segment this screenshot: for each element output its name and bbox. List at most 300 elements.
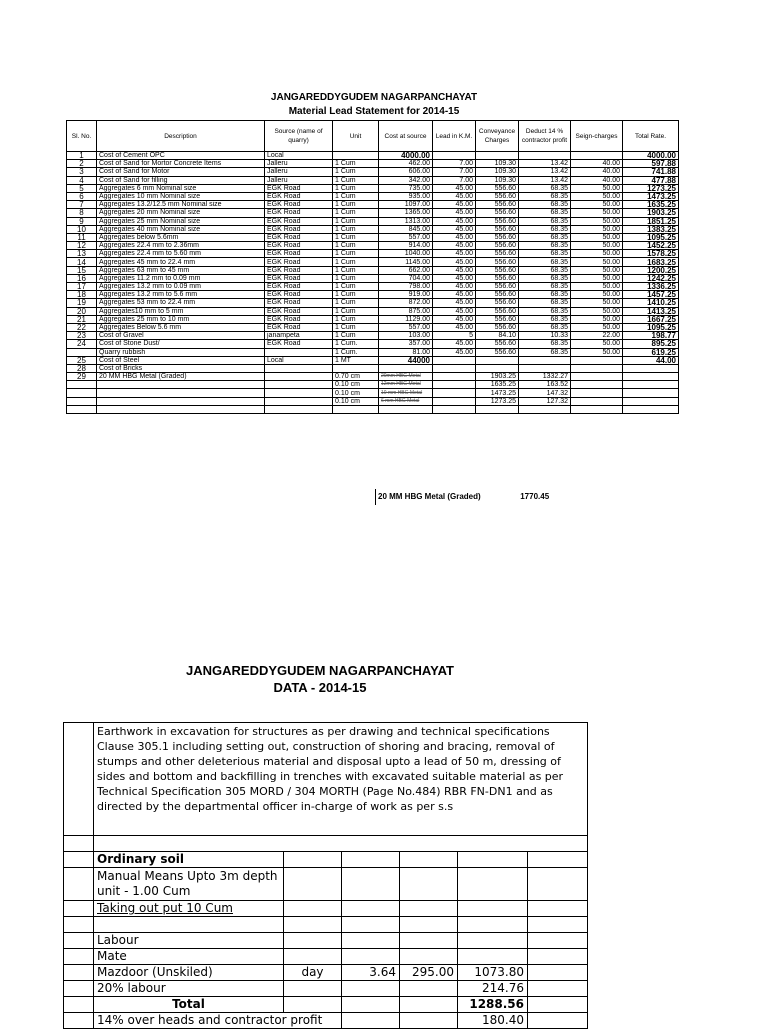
table-cell	[333, 405, 379, 413]
table-cell	[333, 364, 379, 372]
table-cell: 68.35	[519, 201, 571, 209]
column-header: Source (name of quarry)	[265, 121, 333, 152]
table-cell: 1 Cum	[333, 323, 379, 331]
table-cell: 50.00	[571, 250, 623, 258]
table-cell: 556.60	[476, 201, 519, 209]
table-cell: EGK Road	[265, 201, 333, 209]
table-cell: 45.00	[433, 348, 476, 356]
sheet2-subtitle: DATA - 2014-15	[273, 680, 367, 695]
table-cell: 477.88	[623, 176, 679, 184]
graded-summary-label: 20 MM HBG Metal (Graded)	[378, 492, 481, 501]
table-row	[64, 852, 588, 868]
table-row	[67, 323, 679, 331]
table-cell	[571, 152, 623, 160]
table-cell	[519, 356, 571, 364]
table-cell: Aggregates 25 mm Nominal size	[97, 217, 265, 225]
table-cell: 1242.25	[623, 274, 679, 282]
table-cell	[476, 364, 519, 372]
table-cell	[265, 381, 333, 389]
table-cell: EGK Road	[265, 315, 333, 323]
divider	[375, 489, 376, 505]
table-cell	[571, 356, 623, 364]
table-cell: EGK Road	[265, 291, 333, 299]
table-cell: 13.42	[519, 168, 571, 176]
table-row	[67, 340, 679, 348]
table-cell	[67, 348, 97, 356]
table-cell: 0.10 cm	[333, 381, 379, 389]
table-cell: 4000.00	[379, 152, 433, 160]
table-cell	[476, 356, 519, 364]
table-cell: Jalleru	[265, 176, 333, 184]
table-cell: 20mm HBG Metal	[379, 373, 433, 381]
table-cell: 50.00	[571, 340, 623, 348]
table-cell: 556.60	[476, 283, 519, 291]
table-cell: 45.00	[433, 184, 476, 192]
table-cell	[519, 364, 571, 372]
table-cell: 1 Cum	[333, 307, 379, 315]
table-cell: Aggregates 20 mm Nominal size	[97, 209, 265, 217]
table-cell	[519, 405, 571, 413]
table-cell: 1 Cum	[333, 242, 379, 250]
table-row	[67, 291, 679, 299]
table-cell: 1 Cum	[333, 201, 379, 209]
table-cell: Jalleru	[265, 168, 333, 176]
table-cell: 68.35	[519, 233, 571, 241]
table-cell: 872.00	[379, 299, 433, 307]
table-cell: 0.10 cm	[333, 397, 379, 405]
table-cell: 68.35	[519, 315, 571, 323]
table-cell: Aggregates 53 mm to 22.4 mm	[97, 299, 265, 307]
table-cell	[519, 152, 571, 160]
table-cell: 68.35	[519, 209, 571, 217]
table-cell: 23	[67, 332, 97, 340]
table-cell: 44000	[379, 356, 433, 364]
table-cell: 1457.25	[623, 291, 679, 299]
table-cell: Jalleru	[265, 160, 333, 168]
table-cell: Aggregates 22.4 mm to 2.36mm	[97, 242, 265, 250]
table-cell: 556.60	[476, 225, 519, 233]
table-cell: 45.00	[433, 274, 476, 282]
labour-pct-label: 20% labour	[94, 981, 284, 997]
table-cell: 556.60	[476, 266, 519, 274]
table-cell: 50.00	[571, 315, 623, 323]
column-header: Lead in K.M.	[433, 121, 476, 152]
table-cell: 556.60	[476, 192, 519, 200]
table-cell: 1 Cum	[333, 225, 379, 233]
table-cell: 556.60	[476, 340, 519, 348]
table-cell	[67, 397, 97, 405]
table-cell: 4000.00	[623, 152, 679, 160]
table-cell	[97, 389, 265, 397]
table-cell	[571, 397, 623, 405]
table-cell	[571, 381, 623, 389]
table-cell	[433, 405, 476, 413]
table-cell: 45.00	[433, 315, 476, 323]
table-cell: 109.30	[476, 168, 519, 176]
manual-means-label: Manual Means Upto 3m depth unit - 1.00 Cum	[94, 868, 284, 901]
table-cell: 556.60	[476, 307, 519, 315]
table-cell	[97, 381, 265, 389]
table-row	[67, 348, 679, 356]
table-cell	[571, 364, 623, 372]
table-cell: 45.00	[433, 299, 476, 307]
table-cell: 1 Cum.	[333, 340, 379, 348]
table-row	[67, 250, 679, 258]
table-cell	[476, 152, 519, 160]
table-cell: 2	[67, 160, 97, 168]
table-cell: 741.88	[623, 168, 679, 176]
table-cell: 919.00	[379, 291, 433, 299]
table-cell: 16	[67, 274, 97, 282]
table-cell: 1452.25	[623, 242, 679, 250]
table-cell: 22.00	[571, 332, 623, 340]
table-cell: Local	[265, 356, 333, 364]
table-cell: 40.00	[571, 176, 623, 184]
table-row	[67, 242, 679, 250]
table-cell: 50.00	[571, 217, 623, 225]
table-cell: 17	[67, 283, 97, 291]
table-cell: 20 MM HBG Metal (Graded)	[97, 373, 265, 381]
column-header: Deduct 14 % contractor profit	[519, 121, 571, 152]
table-cell: 1903.25	[476, 373, 519, 381]
table-cell: 1129.00	[379, 315, 433, 323]
table-cell	[623, 364, 679, 372]
table-cell: EGK Road	[265, 250, 333, 258]
table-cell: 1145.00	[379, 258, 433, 266]
table-cell: 557.00	[379, 233, 433, 241]
table-row	[67, 233, 679, 241]
table-cell: Aggregates 63 mm to 45 mm	[97, 266, 265, 274]
table-cell: 1473.25	[623, 192, 679, 200]
table-cell: 1635.25	[623, 201, 679, 209]
table-cell: 798.00	[379, 283, 433, 291]
table-cell	[67, 389, 97, 397]
table-cell: 12mm HBG Metal	[379, 381, 433, 389]
table-cell: 556.60	[476, 291, 519, 299]
table-cell: 556.60	[476, 209, 519, 217]
table-cell: 68.35	[519, 225, 571, 233]
table-cell: 662.00	[379, 266, 433, 274]
table-row	[67, 307, 679, 315]
table-cell: 4	[67, 176, 97, 184]
graded-summary-value: 1770.45	[520, 492, 550, 501]
table-cell: 1095.25	[623, 233, 679, 241]
table-cell: 68.35	[519, 184, 571, 192]
table-cell: EGK Road	[265, 299, 333, 307]
table-cell: 556.60	[476, 274, 519, 282]
table-cell: 1 Cum	[333, 160, 379, 168]
table-cell	[265, 364, 333, 372]
table-cell: 556.60	[476, 250, 519, 258]
table-row	[64, 965, 588, 981]
table-row	[64, 949, 588, 965]
table-cell: 556.60	[476, 184, 519, 192]
table-cell: 50.00	[571, 291, 623, 299]
table-cell	[433, 389, 476, 397]
table-cell: EGK Road	[265, 242, 333, 250]
table-cell	[265, 397, 333, 405]
table-cell: EGK Road	[265, 225, 333, 233]
table-cell: 45.00	[433, 283, 476, 291]
table-row	[67, 332, 679, 340]
table-row	[67, 184, 679, 192]
table-cell: 50.00	[571, 233, 623, 241]
table-cell: Cost of Cement OPC	[97, 152, 265, 160]
table-cell: 45.00	[433, 242, 476, 250]
table-cell: 29	[67, 373, 97, 381]
table-cell: Aggregates 10 mm Nominal size	[97, 192, 265, 200]
sheet1-subtitle: Material Lead Statement for 2014-15	[288, 106, 460, 117]
table-cell: 68.35	[519, 250, 571, 258]
table-cell: Aggregates 6 mm Nominal size	[97, 184, 265, 192]
table-cell: EGK Road	[265, 266, 333, 274]
table-cell: 1200.25	[623, 266, 679, 274]
table-cell: Aggregates 11.2 mm to 0.09 mm	[97, 274, 265, 282]
table-cell: EGK Road	[265, 217, 333, 225]
table-cell: 6 mm HBG Metal	[379, 397, 433, 405]
table-cell: 1903.25	[623, 209, 679, 217]
table-cell: EGK Road	[265, 184, 333, 192]
table-row	[67, 405, 679, 413]
table-cell	[433, 152, 476, 160]
table-cell: 1 Cum	[333, 291, 379, 299]
table-cell: 28	[67, 364, 97, 372]
table-cell	[433, 373, 476, 381]
table-cell: 556.60	[476, 233, 519, 241]
table-row	[67, 168, 679, 176]
table-cell: 1095.25	[623, 323, 679, 331]
table-cell: 1 Cum	[333, 258, 379, 266]
table-cell: 5	[433, 332, 476, 340]
column-header: Cost at source	[379, 121, 433, 152]
table-row	[67, 225, 679, 233]
table-cell: 50.00	[571, 184, 623, 192]
table-cell: 45.00	[433, 258, 476, 266]
table-cell: 50.00	[571, 242, 623, 250]
table-cell: 147.32	[519, 389, 571, 397]
table-cell: 1851.25	[623, 217, 679, 225]
table-cell: 556.60	[476, 315, 519, 323]
table-cell: 68.35	[519, 217, 571, 225]
table-cell: 50.00	[571, 258, 623, 266]
table-cell: 1 Cum	[333, 266, 379, 274]
table-cell	[433, 364, 476, 372]
table-cell: 68.35	[519, 258, 571, 266]
overheads-amount: 180.40	[458, 1013, 528, 1029]
table-cell: Cost of Stone Dust/	[97, 340, 265, 348]
table-row	[64, 868, 588, 901]
table-cell: 50.00	[571, 209, 623, 217]
table-cell: Cost of Sand for Mortor Concrete Items	[97, 160, 265, 168]
table-cell: 40.00	[571, 168, 623, 176]
table-row	[67, 192, 679, 200]
table-cell: 556.60	[476, 348, 519, 356]
table-cell: 40.00	[571, 160, 623, 168]
table-cell: 1040.00	[379, 250, 433, 258]
table-cell: 1 Cum	[333, 209, 379, 217]
table-row	[64, 723, 588, 836]
table-cell: 50.00	[571, 274, 623, 282]
table-cell: Aggregates 13.2 mm to 5.6 mm	[97, 291, 265, 299]
table-row	[64, 917, 588, 933]
table-cell: 7.00	[433, 160, 476, 168]
table-row	[64, 933, 588, 949]
table-row	[67, 356, 679, 364]
column-header: Sl. No.	[67, 121, 97, 152]
table-cell: 556.60	[476, 217, 519, 225]
sheet1-title: JANGAREDDYGUDEM NAGARPANCHAYAT	[270, 92, 478, 103]
table-cell: EGK Road	[265, 340, 333, 348]
data-sheet-table	[63, 722, 588, 1029]
table-cell: 50.00	[571, 283, 623, 291]
column-header: Description	[97, 121, 265, 152]
table-cell: 556.60	[476, 242, 519, 250]
table-cell: 1273.25	[623, 184, 679, 192]
table-row	[67, 160, 679, 168]
table-cell: 1336.25	[623, 283, 679, 291]
table-cell: 44.00	[623, 356, 679, 364]
table-row	[67, 217, 679, 225]
table-cell: 1 Cum	[333, 217, 379, 225]
table-cell: 18	[67, 291, 97, 299]
table-cell: 13.42	[519, 176, 571, 184]
table-cell	[571, 405, 623, 413]
table-cell: 68.35	[519, 348, 571, 356]
table-row	[67, 283, 679, 291]
table-cell	[379, 364, 433, 372]
mazdoor-amount: 1073.80	[458, 965, 528, 981]
table-cell	[433, 381, 476, 389]
table-row	[67, 397, 679, 405]
table-header-row	[67, 121, 679, 152]
table-cell: 45.00	[433, 266, 476, 274]
table-cell: 20	[67, 307, 97, 315]
table-cell: 1 Cum	[333, 184, 379, 192]
column-header: Unit	[333, 121, 379, 152]
table-cell	[97, 397, 265, 405]
table-row	[67, 381, 679, 389]
table-cell	[623, 381, 679, 389]
table-cell	[571, 373, 623, 381]
table-cell: 1 Cum	[333, 332, 379, 340]
table-cell: 1365.00	[379, 209, 433, 217]
table-cell: 1 Cum.	[333, 348, 379, 356]
table-cell: 556.60	[476, 258, 519, 266]
table-cell: 68.35	[519, 274, 571, 282]
table-row	[67, 315, 679, 323]
table-cell: Aggregates 25 mm to 10 mm	[97, 315, 265, 323]
table-cell: 14	[67, 258, 97, 266]
table-cell: 24	[67, 340, 97, 348]
table-cell: 704.00	[379, 274, 433, 282]
table-row	[67, 209, 679, 217]
table-cell: 1313.00	[379, 217, 433, 225]
table-cell: EGK Road	[265, 323, 333, 331]
table-cell: EGK Road	[265, 307, 333, 315]
table-cell: 1410.25	[623, 299, 679, 307]
table-cell: janampeta	[265, 332, 333, 340]
table-cell: 7.00	[433, 176, 476, 184]
table-cell: 12	[67, 242, 97, 250]
table-cell: EGK Road	[265, 283, 333, 291]
table-row	[67, 201, 679, 209]
mazdoor-qty: 3.64	[342, 965, 400, 981]
table-cell: 127.32	[519, 397, 571, 405]
table-cell: 556.60	[476, 299, 519, 307]
table-cell: Cost of Sand for filling	[97, 176, 265, 184]
table-cell: Aggregates 45 mm to 22.4 mm	[97, 258, 265, 266]
table-cell: EGK Road	[265, 258, 333, 266]
table-cell: EGK Road	[265, 274, 333, 282]
table-cell: 7	[67, 201, 97, 209]
table-cell: 45.00	[433, 250, 476, 258]
table-cell: 462.00	[379, 160, 433, 168]
table-cell: 81.00	[379, 348, 433, 356]
table-row	[67, 373, 679, 381]
table-cell: 19	[67, 299, 97, 307]
table-row	[67, 364, 679, 372]
table-cell: 1 Cum	[333, 168, 379, 176]
total-amount: 1288.56	[458, 997, 528, 1013]
table-cell: 13.42	[519, 160, 571, 168]
table-cell	[476, 405, 519, 413]
table-row	[67, 152, 679, 160]
table-cell: 6	[67, 192, 97, 200]
table-cell: 68.35	[519, 323, 571, 331]
table-cell	[265, 348, 333, 356]
table-cell	[623, 397, 679, 405]
column-header: Seign-charges	[571, 121, 623, 152]
table-cell: 1578.25	[623, 250, 679, 258]
table-cell: Cost of Bricks	[97, 364, 265, 372]
table-cell: 597.88	[623, 160, 679, 168]
table-cell: 198.77	[623, 332, 679, 340]
sheet2-title: JANGAREDDYGUDEM NAGARPANCHAYAT	[186, 663, 454, 678]
table-row	[67, 266, 679, 274]
table-cell: 5	[67, 184, 97, 192]
table-cell: Quarry rubbish	[97, 348, 265, 356]
table-cell	[379, 405, 433, 413]
table-cell: Aggregates Below 5.6 mm	[97, 323, 265, 331]
table-row	[67, 176, 679, 184]
table-cell: 68.35	[519, 192, 571, 200]
table-cell: 557.00	[379, 323, 433, 331]
table-cell: 895.25	[623, 340, 679, 348]
table-cell	[67, 405, 97, 413]
mazdoor-label: Mazdoor (Unskiled)	[94, 965, 284, 981]
table-cell: 935.00	[379, 192, 433, 200]
table-cell: 50.00	[571, 201, 623, 209]
table-cell: 0.70 cm	[333, 373, 379, 381]
table-cell: 1 Cum	[333, 176, 379, 184]
table-row	[64, 836, 588, 852]
table-cell: Aggregates below 5.6mm	[97, 233, 265, 241]
table-row	[67, 258, 679, 266]
table-cell: 50.00	[571, 299, 623, 307]
table-cell: EGK Road	[265, 233, 333, 241]
table-cell: EGK Road	[265, 192, 333, 200]
table-cell	[265, 389, 333, 397]
table-cell: 45.00	[433, 209, 476, 217]
table-cell: 45.00	[433, 307, 476, 315]
table-cell	[67, 381, 97, 389]
table-cell: 9	[67, 217, 97, 225]
table-cell: 556.60	[476, 323, 519, 331]
table-cell: 1383.25	[623, 225, 679, 233]
table-cell	[97, 405, 265, 413]
table-cell: 45.00	[433, 233, 476, 241]
table-cell: 1635.25	[476, 381, 519, 389]
